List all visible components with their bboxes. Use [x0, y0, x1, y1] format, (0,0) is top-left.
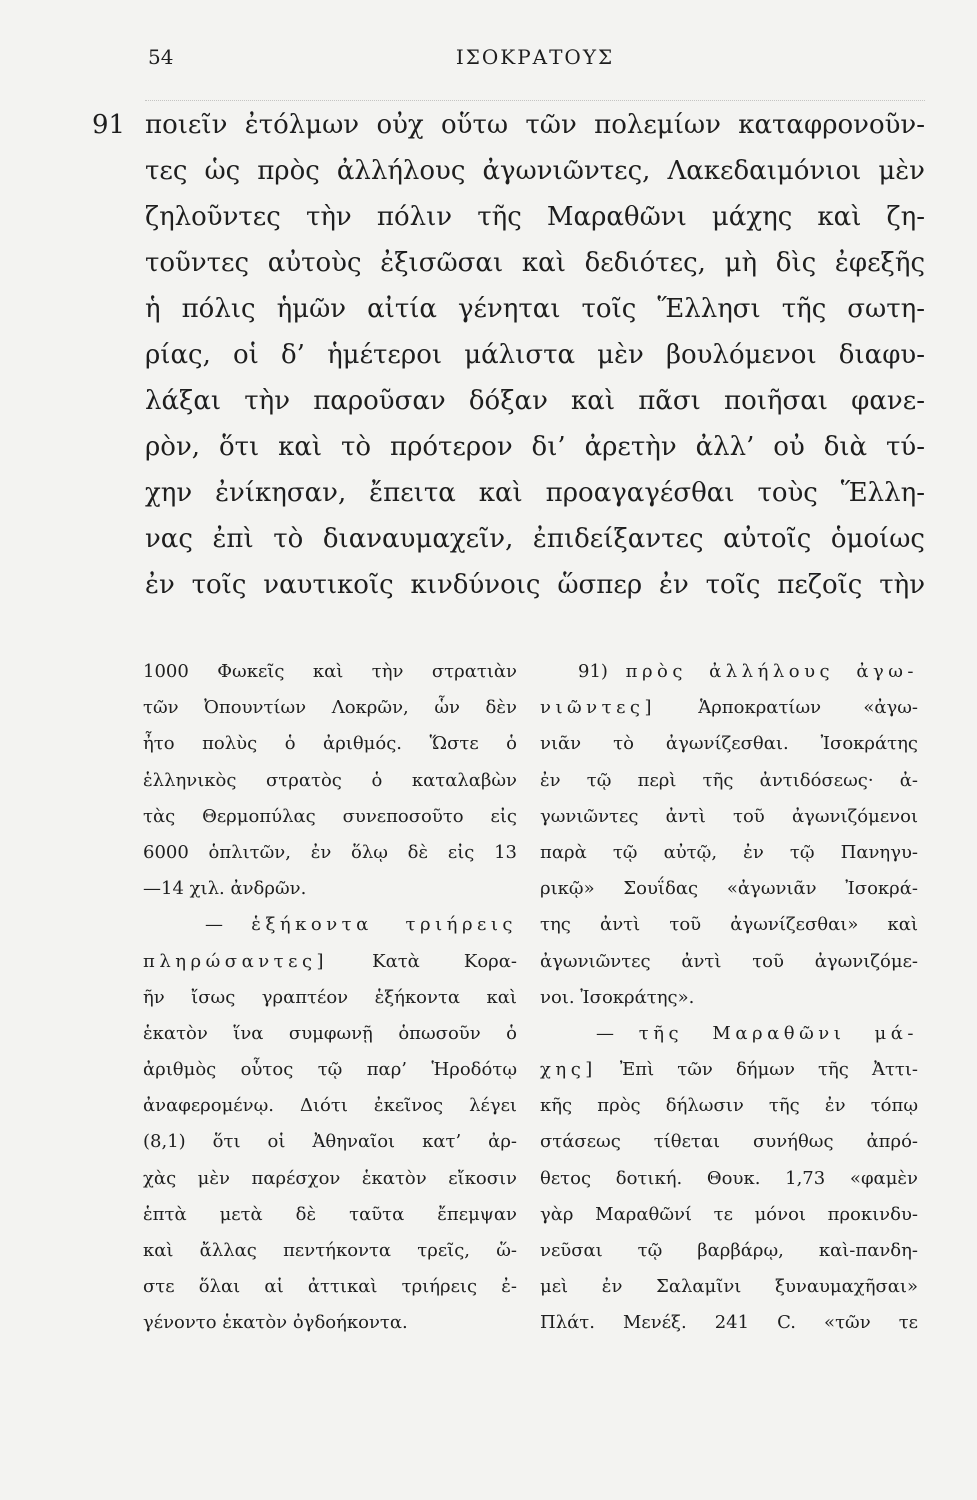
note-line: νεῦσαι τῷ βαρβάρῳ, καὶ-πανδη-	[540, 1240, 918, 1261]
page-number: 54	[148, 45, 174, 69]
note-lead: —	[205, 914, 252, 936]
note-text: Ἐπὶ τῶν δήμων τῆς Ἀττι-	[596, 1059, 918, 1081]
note-line: της ἀντὶ τοῦ ἀγωνίζεσθαι» καὶ	[540, 914, 918, 936]
spaced-lemma: ἑξήκοντα τριήρεις	[251, 914, 517, 936]
spaced-lemma: χης]	[540, 1059, 597, 1081]
note-line: τῶν Ὀπουντίων Λοκρῶν, ὧν δὲν	[143, 697, 517, 719]
note-line: ἑλληνικὸς στρατὸς ὁ καταλαβὼν	[143, 769, 517, 791]
main-text-line: ζηλοῦντες τὴν πόλιν τῆς Μαραθῶνι μάχης καὶ ζη-	[145, 202, 925, 232]
main-text	[145, 102, 925, 608]
note-line: μεὶ ἐν Σαλαμῖνι ξυναυμαχῆσαι»	[540, 1276, 918, 1298]
note-line: ἀριθμὸς οὗτος τῷ παρ’ Ἡροδότῳ	[143, 1059, 517, 1081]
spaced-lemma: πρὸς ἀλλήλους ἀγω-	[625, 661, 918, 682]
spaced-lemma: τῆς Μαραθῶνι μά-	[638, 1022, 918, 1044]
note-lead: 91)	[578, 661, 626, 682]
note-text: Κατὰ Κορα-	[328, 950, 517, 972]
note-line: κῆς πρὸς δήλωσιν τῆς ἐν τόπῳ	[540, 1095, 918, 1117]
spaced-lemma: πληρώσαντες]	[143, 950, 329, 972]
note-line: τὰς Θερμοπύλας συνεποσοῦτο εἰς	[143, 805, 517, 827]
note-line: —14 χιλ. ἀνδρῶν.	[143, 878, 307, 900]
note-line: στάσεως τίθεται συνήθως ἀπρό-	[540, 1131, 918, 1153]
note-line: ρικῷ» Σουΐδας «ἀγωνιᾶν Ἰσοκρά-	[540, 878, 918, 900]
running-head: ΙΣΟΚΡΑΤΟΥΣ	[455, 45, 615, 69]
note-line: καὶ ἄλλας πεντήκοντα τρεῖς, ὥ-	[143, 1240, 517, 1261]
note-paragraph	[143, 654, 517, 907]
note-lead: —	[596, 1022, 639, 1044]
note-line: θετος δοτική. Θουκ. 1,73 «φαμὲν	[540, 1167, 918, 1189]
note-line: νιᾶν τὸ ἀγωνίζεσθαι. Ἰσοκράτης	[540, 733, 918, 755]
note-line: ἑπτὰ μετὰ δὲ ταῦτα ἔπεμψαν	[143, 1203, 517, 1225]
section-number: 91	[92, 110, 126, 140]
main-text-line: ρὸν, ὅτι καὶ τὸ πρότερον δι’ ἀρετὴν ἀλλ’ οὐ διὰ τύ-	[145, 432, 925, 462]
note-line: στε ὅλαι αἱ ἀττικαὶ τριήρεις ἐ-	[143, 1276, 517, 1298]
note-line: γὰρ Μαραθῶνί τε μόνοι προκινδυ-	[540, 1203, 918, 1225]
main-text-line: ποιεῖν ἐτόλμων οὐχ οὕτω τῶν πολεμίων καταφρονοῦν-	[145, 110, 925, 140]
main-text-line: τοῦντες αὐτοὺς ἐξισῶσαι καὶ δεδιότες, μὴ δὶς ἐφεξῆς	[145, 248, 925, 278]
main-text-line: λάξαι τὴν παροῦσαν δόξαν καὶ πᾶσι ποιῆσαι φανε-	[145, 386, 925, 416]
spaced-lemma: νιῶντες]	[540, 697, 657, 719]
note-line: ἑκατὸν ἵνα συμφωνῇ ὁπωσοῦν ὁ	[143, 1022, 517, 1044]
main-text-line: νας ἐπὶ τὸ διαναυμαχεῖν, ἐπιδείξαντες αὐτοῖς ὁμοίως	[145, 524, 925, 554]
notes-right-column	[540, 654, 918, 1342]
note-line: 6000 ὁπλιτῶν, ἐν ὅλῳ δὲ εἰς 13	[143, 841, 517, 863]
note-line: χὰς μὲν παρέσχον ἑκατὸν εἴκοσιν	[143, 1167, 517, 1189]
note-line	[540, 690, 918, 726]
note-line: γένοντο ἑκατὸν ὀγδοήκοντα.	[143, 1312, 408, 1334]
main-text-line: τες ὡς πρὸς ἀλλήλους ἀγωνιῶντες, Λακεδαιμόνιοι μὲν	[145, 156, 925, 186]
header-rule	[145, 100, 925, 101]
note-paragraph	[540, 654, 918, 1016]
note-text: Ἁρποκρατίων «ἀγω-	[656, 697, 918, 719]
note-line: ἀναφερομένῳ. Διότι ἐκεῖνος λέγει	[143, 1095, 517, 1117]
note-line: παρὰ τῷ αὐτῷ, ἐν τῷ Πανηγυ-	[540, 841, 918, 863]
note-line	[540, 1016, 918, 1052]
note-line: ἀγωνιῶντες ἀντὶ τοῦ ἀγωνιζόμε-	[540, 950, 918, 972]
note-line: γωνιῶντες ἀντὶ τοῦ ἀγωνιζόμενοι	[540, 805, 918, 827]
note-paragraph	[143, 907, 517, 1341]
notes-left-column	[143, 654, 517, 1342]
note-line	[540, 654, 918, 690]
note-line: ἐν τῷ περὶ τῆς ἀντιδόσεως· ἀ-	[540, 769, 918, 791]
main-text-line: ἐν τοῖς ναυτικοῖς κινδύνοις ὥσπερ ἐν τοῖς πεζοῖς τὴν	[145, 570, 925, 600]
note-line	[143, 944, 517, 980]
note-line: 1000 Φωκεῖς καὶ τὴν στρατιὰν	[143, 661, 517, 682]
main-text-line: ρίας, οἱ δ’ ἡμέτεροι μάλιστα μὲν βουλόμενοι διαφυ-	[145, 340, 925, 370]
main-text-line: ἡ πόλις ἡμῶν αἰτία γένηται τοῖς Ἕλλησι τῆς σωτη-	[145, 294, 925, 324]
note-line: (8,1) ὅτι οἱ Ἀθηναῖοι κατ’ ἀρ-	[143, 1131, 517, 1153]
note-paragraph	[540, 1016, 918, 1342]
note-line: ἦτο πολὺς ὁ ἀριθμός. Ὥστε ὁ	[143, 733, 517, 755]
note-line: ῆν ἴσως γραπτέον ἑξήκοντα καὶ	[143, 986, 517, 1008]
note-line	[143, 907, 517, 943]
note-line: νοι. Ἰσοκράτης».	[540, 986, 695, 1008]
note-line: Πλάτ. Μενέξ. 241 C. «τῶν τε	[540, 1312, 918, 1334]
main-text-line: χην ἐνίκησαν, ἔπειτα καὶ προαγαγέσθαι τοὺς Ἕλλη-	[145, 478, 925, 508]
note-line	[540, 1052, 918, 1088]
